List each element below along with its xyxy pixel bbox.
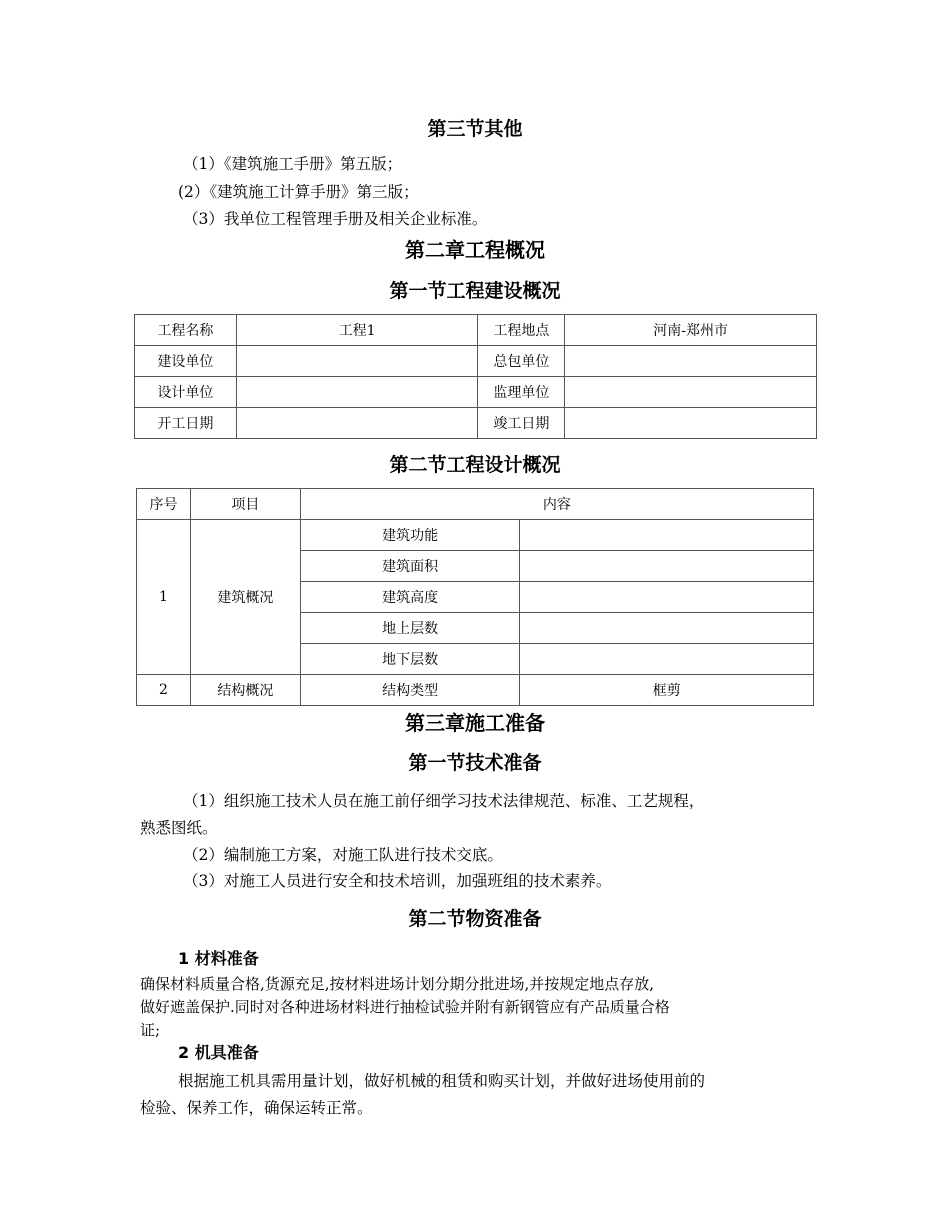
table-row — [135, 408, 817, 439]
table-cell: 结构类型 — [300, 675, 520, 706]
subheading-materials: 1 材料准备 — [178, 949, 259, 968]
paragraph-line: 检验、保养工作，确保运转正常。 — [140, 1099, 373, 1117]
table-cell: 建筑面积 — [300, 551, 520, 582]
table-cell: 竣工日期 — [478, 408, 565, 439]
design-overview-table — [136, 488, 814, 706]
table-cell — [520, 644, 814, 675]
chapter-heading-3: 第三章施工准备 — [405, 711, 545, 735]
table-cell: 1 — [137, 520, 191, 675]
subheading-machinery: 2 机具准备 — [178, 1043, 259, 1062]
paragraph-line: （3）对施工人员进行安全和技术培训，加强班组的技术素养。 — [183, 872, 612, 890]
chapter-heading-2: 第二章工程概况 — [405, 238, 545, 262]
table-cell — [236, 408, 478, 439]
paragraph-line: 确保材料质量合格,货源充足,按材料进场计划分期分批进场,并按规定地点存放, — [140, 975, 655, 993]
reference-item-1: （1）《建筑施工手册》第五版； — [183, 155, 403, 173]
table-cell — [565, 346, 817, 377]
table-row — [137, 675, 814, 706]
table-cell — [520, 613, 814, 644]
project-overview-table — [134, 314, 817, 439]
table-cell — [520, 551, 814, 582]
table-cell: 建筑功能 — [300, 520, 520, 551]
table-cell: 工程1 — [236, 315, 478, 346]
table-cell: 建设单位 — [135, 346, 237, 377]
paragraph-line: （2）编制施工方案，对施工队进行技术交底。 — [183, 846, 503, 864]
table-header-cell: 内容 — [300, 489, 813, 520]
table-cell: 建筑概况 — [190, 520, 300, 675]
table-cell: 河南-郑州市 — [565, 315, 817, 346]
table-cell: 设计单位 — [135, 377, 237, 408]
table-cell: 地下层数 — [300, 644, 520, 675]
paragraph-line: 做好遮盖保护.同时对各种进场材料进行抽检试验并附有新钢管应有产品质量合格 — [140, 998, 670, 1016]
table-cell: 开工日期 — [135, 408, 237, 439]
table-cell: 地上层数 — [300, 613, 520, 644]
section-heading-technical-preparation: 第一节技术准备 — [408, 752, 542, 774]
table-cell — [520, 520, 814, 551]
table-cell — [236, 346, 478, 377]
paragraph-line: （1）组织施工技术人员在施工前仔细学习技术法律规范、标准、工艺规程， — [183, 792, 705, 810]
table-header-row — [137, 489, 814, 520]
table-cell: 监理单位 — [478, 377, 565, 408]
section-heading-construction-overview: 第一节工程建设概况 — [389, 280, 561, 302]
table-header-cell: 序号 — [137, 489, 191, 520]
reference-item-3: （3）我单位工程管理手册及相关企业标准。 — [183, 210, 488, 228]
table-row — [135, 377, 817, 408]
table-cell — [520, 582, 814, 613]
reference-item-2: (2）《建筑施工计算手册》第三版； — [178, 183, 419, 201]
section-heading-other: 第三节其他 — [427, 118, 523, 140]
table-cell — [565, 408, 817, 439]
table-cell: 结构概况 — [190, 675, 300, 706]
table-cell — [236, 377, 478, 408]
table-cell: 总包单位 — [478, 346, 565, 377]
table-row — [135, 315, 817, 346]
paragraph-line: 证; — [140, 1021, 161, 1039]
section-heading-design-overview: 第二节工程设计概况 — [389, 454, 561, 476]
table-cell: 2 — [137, 675, 191, 706]
table-row — [137, 520, 814, 551]
table-cell: 工程名称 — [135, 315, 237, 346]
paragraph-line: 根据施工机具需用量计划，做好机械的租赁和购买计划，并做好进场使用前的 — [178, 1072, 706, 1090]
table-cell: 建筑高度 — [300, 582, 520, 613]
table-header-cell: 项目 — [190, 489, 300, 520]
paragraph-line: 熟悉图纸。 — [140, 819, 218, 837]
table-cell — [565, 377, 817, 408]
table-row — [135, 346, 817, 377]
section-heading-material-preparation: 第二节物资准备 — [408, 908, 542, 930]
table-cell: 框剪 — [520, 675, 814, 706]
table-cell: 工程地点 — [478, 315, 565, 346]
